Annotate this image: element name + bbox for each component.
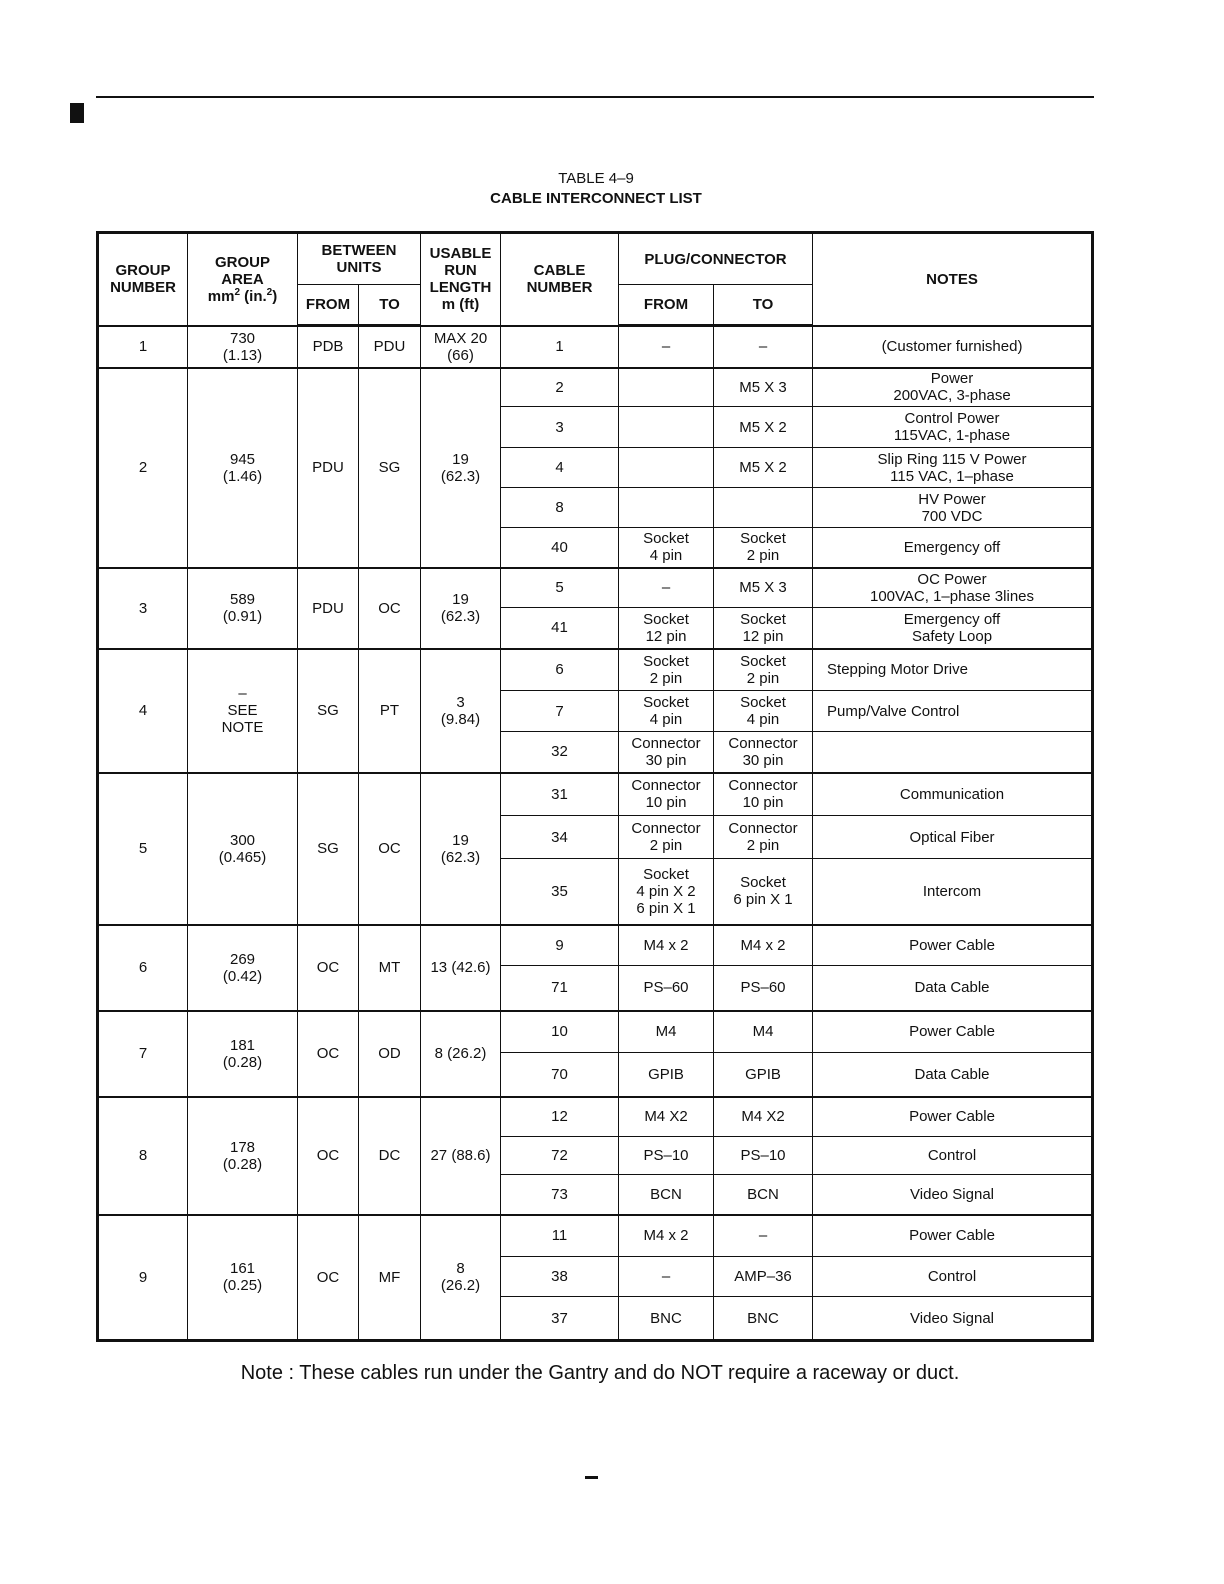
plug-from: – xyxy=(619,1257,714,1297)
col-plug-from: FROM xyxy=(619,285,714,326)
plug-to: Connector 2 pin xyxy=(714,816,813,859)
col-cable-number: CABLE NUMBER xyxy=(501,233,619,326)
group-area: – SEE NOTE xyxy=(188,649,298,773)
cable-note: Power Cable xyxy=(813,1097,1093,1137)
table-body xyxy=(98,326,1093,1341)
units-to: MT xyxy=(359,925,421,1011)
group-number: 4 xyxy=(98,649,188,773)
run-length: 27 (88.6) xyxy=(421,1097,501,1215)
page-number-dash xyxy=(585,1476,598,1479)
group-number: 8 xyxy=(98,1097,188,1215)
plug-to: M4 x 2 xyxy=(714,925,813,966)
run-length: 13 (42.6) xyxy=(421,925,501,1011)
cable-note: Power Cable xyxy=(813,1215,1093,1257)
cable-number: 71 xyxy=(501,966,619,1011)
units-from: OC xyxy=(298,1011,359,1097)
plug-to: BCN xyxy=(714,1175,813,1215)
cable-number: 4 xyxy=(501,448,619,488)
cable-number: 11 xyxy=(501,1215,619,1257)
plug-to: – xyxy=(714,1215,813,1257)
group-number: 3 xyxy=(98,568,188,649)
table-row xyxy=(98,1097,1093,1137)
plug-to: M5 X 3 xyxy=(714,568,813,608)
units-from: SG xyxy=(298,649,359,773)
cable-note: Emergency off Safety Loop xyxy=(813,608,1093,649)
plug-to: M5 X 3 xyxy=(714,368,813,407)
cable-note: Power Cable xyxy=(813,925,1093,966)
cable-number: 12 xyxy=(501,1097,619,1137)
top-rule xyxy=(96,96,1094,98)
cable-number: 38 xyxy=(501,1257,619,1297)
group-area: 300 (0.465) xyxy=(188,773,298,925)
units-from: OC xyxy=(298,925,359,1011)
cable-number: 40 xyxy=(501,528,619,568)
cable-note: Video Signal xyxy=(813,1297,1093,1341)
cable-note: Communication xyxy=(813,773,1093,816)
col-units-from: FROM xyxy=(298,285,359,326)
cable-note: Pump/Valve Control xyxy=(813,691,1093,732)
units-to: SG xyxy=(359,368,421,568)
cable-number: 6 xyxy=(501,649,619,691)
plug-to: M5 X 2 xyxy=(714,407,813,448)
plug-to: – xyxy=(714,326,813,368)
units-to: OC xyxy=(359,773,421,925)
table-row xyxy=(98,326,1093,368)
col-plug-to: TO xyxy=(714,285,813,326)
plug-from: PS–60 xyxy=(619,966,714,1011)
run-length: 19 (62.3) xyxy=(421,568,501,649)
table-row xyxy=(98,773,1093,816)
plug-from: PS–10 xyxy=(619,1137,714,1175)
col-group-number: GROUP NUMBER xyxy=(98,233,188,326)
cable-note: Control Power 115VAC, 1-phase xyxy=(813,407,1093,448)
plug-from xyxy=(619,407,714,448)
plug-to: M5 X 2 xyxy=(714,448,813,488)
group-number: 6 xyxy=(98,925,188,1011)
run-length: 19 (62.3) xyxy=(421,368,501,568)
plug-from: M4 xyxy=(619,1011,714,1053)
plug-from: BNC xyxy=(619,1297,714,1341)
group-area: 178 (0.28) xyxy=(188,1097,298,1215)
units-from: PDB xyxy=(298,326,359,368)
units-to: OC xyxy=(359,568,421,649)
cable-number: 73 xyxy=(501,1175,619,1215)
plug-from: – xyxy=(619,568,714,608)
run-length: MAX 20 (66) xyxy=(421,326,501,368)
cable-note: (Customer furnished) xyxy=(813,326,1093,368)
cable-number: 72 xyxy=(501,1137,619,1175)
units-from: OC xyxy=(298,1215,359,1341)
plug-from: Socket 12 pin xyxy=(619,608,714,649)
cable-note: Intercom xyxy=(813,859,1093,925)
plug-to: Connector 30 pin xyxy=(714,732,813,773)
cable-number: 7 xyxy=(501,691,619,732)
cable-note: Power 200VAC, 3-phase xyxy=(813,368,1093,407)
cable-number: 35 xyxy=(501,859,619,925)
group-number: 2 xyxy=(98,368,188,568)
plug-from: M4 X2 xyxy=(619,1097,714,1137)
group-number: 1 xyxy=(98,326,188,368)
units-from: OC xyxy=(298,1097,359,1215)
cable-number: 37 xyxy=(501,1297,619,1341)
plug-from: Socket 4 pin xyxy=(619,691,714,732)
col-between-units: BETWEEN UNITS xyxy=(298,233,421,285)
plug-to: Connector 10 pin xyxy=(714,773,813,816)
plug-from: Socket 4 pin X 2 6 pin X 1 xyxy=(619,859,714,925)
cable-note: Slip Ring 115 V Power 115 VAC, 1–phase xyxy=(813,448,1093,488)
group-area: 730 (1.13) xyxy=(188,326,298,368)
table-row xyxy=(98,1215,1093,1257)
units-from: PDU xyxy=(298,568,359,649)
plug-to: Socket 4 pin xyxy=(714,691,813,732)
units-to: OD xyxy=(359,1011,421,1097)
change-bar-mark xyxy=(70,103,84,123)
plug-from: Socket 2 pin xyxy=(619,649,714,691)
cable-note: Video Signal xyxy=(813,1175,1093,1215)
cable-number: 1 xyxy=(501,326,619,368)
cable-note: OC Power 100VAC, 1–phase 3lines xyxy=(813,568,1093,608)
cable-note: Stepping Motor Drive xyxy=(813,649,1093,691)
cable-number: 70 xyxy=(501,1053,619,1097)
plug-to xyxy=(714,488,813,528)
cable-number: 32 xyxy=(501,732,619,773)
table-row xyxy=(98,568,1093,608)
run-length: 19 (62.3) xyxy=(421,773,501,925)
cable-number: 10 xyxy=(501,1011,619,1053)
cable-note: Optical Fiber xyxy=(813,816,1093,859)
plug-to: Socket 6 pin X 1 xyxy=(714,859,813,925)
cable-note: HV Power 700 VDC xyxy=(813,488,1093,528)
cable-note: Emergency off xyxy=(813,528,1093,568)
cable-number: 8 xyxy=(501,488,619,528)
cable-number: 9 xyxy=(501,925,619,966)
cable-interconnect-table xyxy=(96,231,1094,1342)
cable-note: Data Cable xyxy=(813,1053,1093,1097)
units-to: PDU xyxy=(359,326,421,368)
table-row xyxy=(98,1011,1093,1053)
plug-to: BNC xyxy=(714,1297,813,1341)
plug-to: PS–60 xyxy=(714,966,813,1011)
table-row xyxy=(98,649,1093,691)
cable-note: Data Cable xyxy=(813,966,1093,1011)
cable-number: 31 xyxy=(501,773,619,816)
plug-to: M4 X2 xyxy=(714,1097,813,1137)
table-row xyxy=(98,368,1093,407)
group-area: 161 (0.25) xyxy=(188,1215,298,1341)
run-length: 8 (26.2) xyxy=(421,1215,501,1341)
plug-to: GPIB xyxy=(714,1053,813,1097)
plug-from: Connector 2 pin xyxy=(619,816,714,859)
group-number: 9 xyxy=(98,1215,188,1341)
plug-from: GPIB xyxy=(619,1053,714,1097)
footer-note: Note : These cables run under the Gantry and do NOT require a raceway or duct. xyxy=(240,1362,960,1384)
cable-number: 34 xyxy=(501,816,619,859)
table-title: CABLE INTERCONNECT LIST xyxy=(490,190,702,207)
col-units-to: TO xyxy=(359,285,421,326)
run-length: 3 (9.84) xyxy=(421,649,501,773)
table-row xyxy=(98,925,1093,966)
plug-to: Socket 12 pin xyxy=(714,608,813,649)
cable-note: Control xyxy=(813,1137,1093,1175)
plug-from xyxy=(619,368,714,407)
table-label: TABLE 4–9 xyxy=(558,170,634,187)
plug-to: M4 xyxy=(714,1011,813,1053)
units-to: DC xyxy=(359,1097,421,1215)
col-group-area: GROUP AREA $mm^2$ (in.$^2$) xyxy=(188,233,298,326)
cable-note xyxy=(813,732,1093,773)
group-number: 5 xyxy=(98,773,188,925)
run-length: 8 (26.2) xyxy=(421,1011,501,1097)
plug-from xyxy=(619,488,714,528)
cable-number: 2 xyxy=(501,368,619,407)
col-usable-run-length: USABLE RUN LENGTH m (ft) xyxy=(421,233,501,326)
plug-from: M4 x 2 xyxy=(619,925,714,966)
plug-from: Socket 4 pin xyxy=(619,528,714,568)
group-number: 7 xyxy=(98,1011,188,1097)
plug-to: Socket 2 pin xyxy=(714,528,813,568)
plug-from: Connector 30 pin xyxy=(619,732,714,773)
group-area: 269 (0.42) xyxy=(188,925,298,1011)
cable-number: 41 xyxy=(501,608,619,649)
plug-from: M4 x 2 xyxy=(619,1215,714,1257)
units-from: PDU xyxy=(298,368,359,568)
col-plug-connector: PLUG/CONNECTOR xyxy=(619,233,813,285)
group-area: 589 (0.91) xyxy=(188,568,298,649)
plug-to: AMP–36 xyxy=(714,1257,813,1297)
group-area: 945 (1.46) xyxy=(188,368,298,568)
units-to: MF xyxy=(359,1215,421,1341)
cable-number: 3 xyxy=(501,407,619,448)
cable-note: Power Cable xyxy=(813,1011,1093,1053)
plug-to: Socket 2 pin xyxy=(714,649,813,691)
units-from: SG xyxy=(298,773,359,925)
units-to: PT xyxy=(359,649,421,773)
plug-from xyxy=(619,448,714,488)
plug-from: Connector 10 pin xyxy=(619,773,714,816)
group-area: 181 (0.28) xyxy=(188,1011,298,1097)
cable-note: Control xyxy=(813,1257,1093,1297)
plug-to: PS–10 xyxy=(714,1137,813,1175)
plug-from: BCN xyxy=(619,1175,714,1215)
cable-number: 5 xyxy=(501,568,619,608)
plug-from: – xyxy=(619,326,714,368)
col-notes: NOTES xyxy=(813,233,1093,326)
